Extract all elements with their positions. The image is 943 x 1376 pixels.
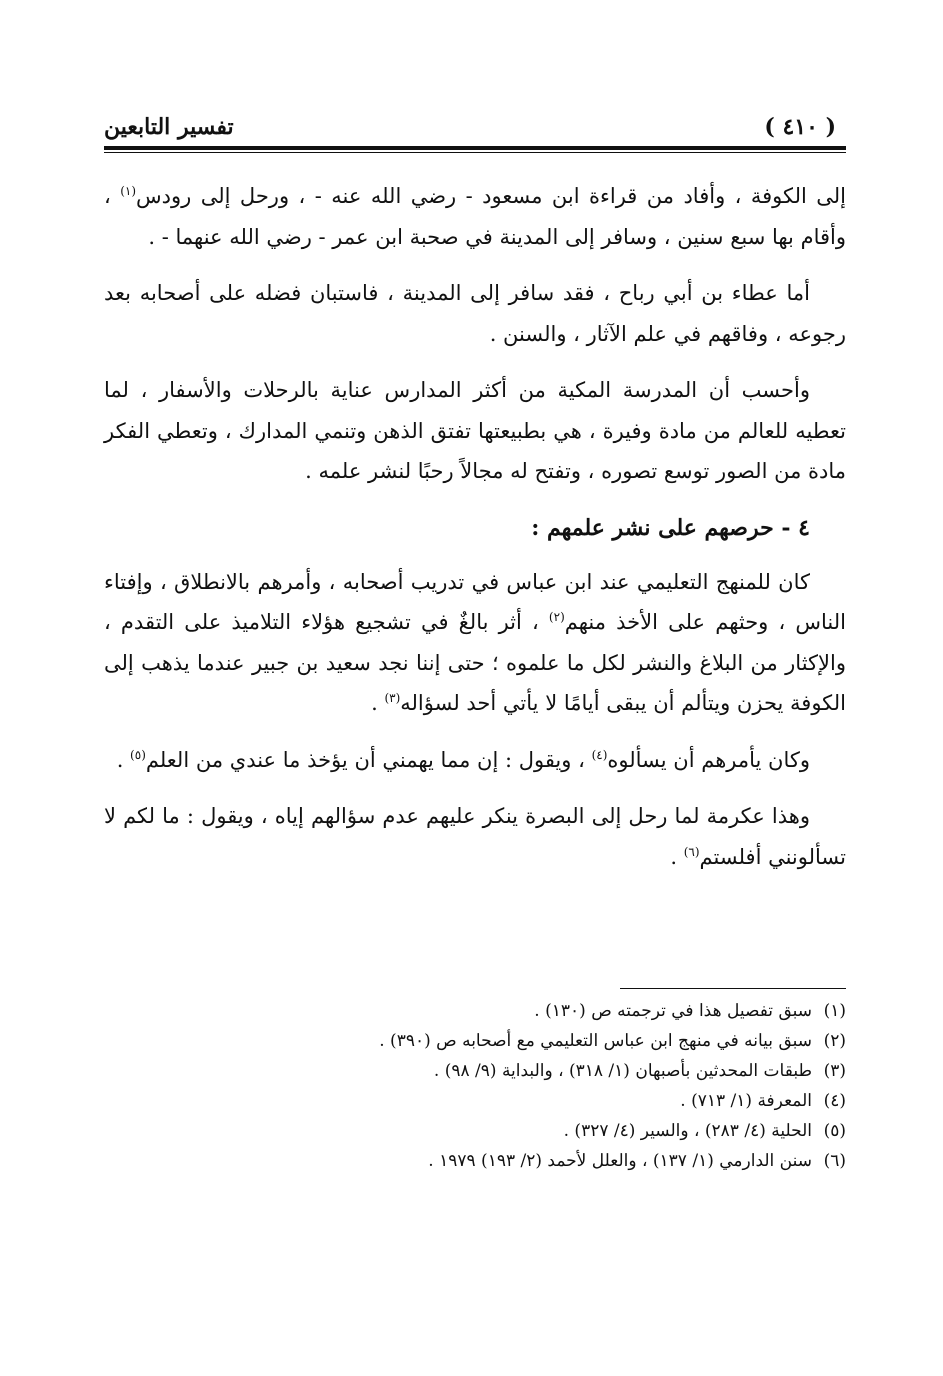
paragraph-6-text-b: . [670,844,684,869]
footnote-ref-5: (٥) [130,747,146,762]
paragraph-5 [104,740,846,781]
footnote-item [104,1026,846,1056]
footnote-text: طبقات المحدثين بأصبهان (١/ ٣١٨) ، والبداية (٩/ ٩٨) . [433,1061,812,1081]
paragraph-4 [104,562,846,724]
section-heading: ٤ - حرصهم على نشر علمهم : [531,514,810,541]
footnote-text: سبق بيانه في منهج ابن عباس التعليمي مع أصحابه ص (٣٩٠) . [379,1031,812,1051]
footnote-item [104,1056,846,1086]
footnote-text: الحلية (٤/ ٢٨٣) ، والسير (٤/ ٣٢٧) . [563,1121,812,1141]
footnote-ref-3: (٣) [384,691,401,705]
footnote-text: سبق تفصيل هذا في ترجمته ص (١٣٠) . [534,1001,812,1021]
footnote-item [104,1086,846,1116]
footnote-number: (٥) [823,1121,846,1141]
page-header [104,112,846,148]
paragraph-5-text-a: وكان يأمرهم أن يسألوه [607,747,810,772]
paragraph-4-text-c: . [371,691,385,715]
footnote-number: (٣) [823,1061,846,1081]
paragraph-3: وأحسب أن المدرسة المكية من أكثر المدارس عناية بالرحلات والأسفار ، لما تعطيه للعالم من مادة وفيرة ، هي بطبيعتها تفتق الذهن وتنمي المدارك ، وتعطي الفكر مادة من الصور توسع تصوره ، وتفتح له مجالاً رحبًا لنشر علمه . [104,378,846,483]
header-rule [104,146,846,150]
paragraph-4-text-b: ، أثر بالغٌ في تشجيع هؤلاء التلاميذ على التقدم ، والإكثار من البلاغ والنشر لكل ما علموه ؛ حتى إننا نجد سعيد بن جبير عندما يذهب إلى الكوفة يحزن ويتألم أن يبقى أيامًا لا يأتي أحد لسؤاله [104,610,846,715]
footnote-ref-1: (١) [120,184,137,198]
paragraph-1 [104,176,846,257]
paragraph-1-text: إلى الكوفة ، وأفاد من قراءة ابن مسعود - رضي الله عنه - ، ورحل إلى رودس [136,184,847,208]
footnote-number: (٤) [823,1091,846,1111]
main-text [104,176,846,893]
footnotes-list [104,996,846,1176]
header-rule-thin [104,152,846,153]
footnote-ref-4: (٤) [591,747,608,762]
footnote-item [104,1146,846,1176]
paragraph-5-text-b: ، ويقول : إن مما يهمني أن يؤخذ ما عندي من العلم [145,747,592,772]
footnote-ref-6: (٦) [683,844,700,859]
footnote-text: سنن الدارمي (١/ ١٣٧) ، والعلل لأحمد (٢/ ١٩٣) ١٩٧٩ . [428,1151,812,1171]
footnote-item [104,1116,846,1146]
paragraph-6 [104,796,846,877]
footnote-number: (٢) [823,1031,846,1051]
footnote-item [104,996,846,1026]
footnote-number: (٦) [823,1151,846,1171]
paragraph-6-text-a: وهذا عكرمة لما رحل إلى البصرة ينكر عليهم عدم سؤالهم إياه ، ويقول : ما لكم لا تسألونني أفلستم [104,804,846,869]
footnote-separator [620,988,846,989]
footnote-text: المعرفة (١/ ٧١٣) . [680,1091,812,1111]
paragraph-2: أما عطاء بن أبي رباح ، فقد سافر إلى المدينة ، فاستبان فضله على أصحابه بعد رجوعه ، وفاقهم في علم الآثار ، والسنن . [104,281,846,346]
paragraph-1-rest: ، وأقام بها سبع سنين ، وسافر إلى المدينة في صحبة ابن عمر - رضي الله عنهما - . [104,184,846,249]
running-title: تفسير التابعين [104,114,234,140]
paragraph-5-text-c: . [116,747,131,772]
page-number: ( ٤١٠ ) [764,114,836,140]
paragraph-4-text-a: كان للمنهج التعليمي عند ابن عباس في تدريب أصحابه ، وأمرهم بالانطلاق ، وإفتاء الناس ، وحثهم على الأخذ منهم [104,569,846,634]
footnote-ref-2: (٢) [548,610,565,624]
footnote-number: (١) [823,1001,846,1021]
